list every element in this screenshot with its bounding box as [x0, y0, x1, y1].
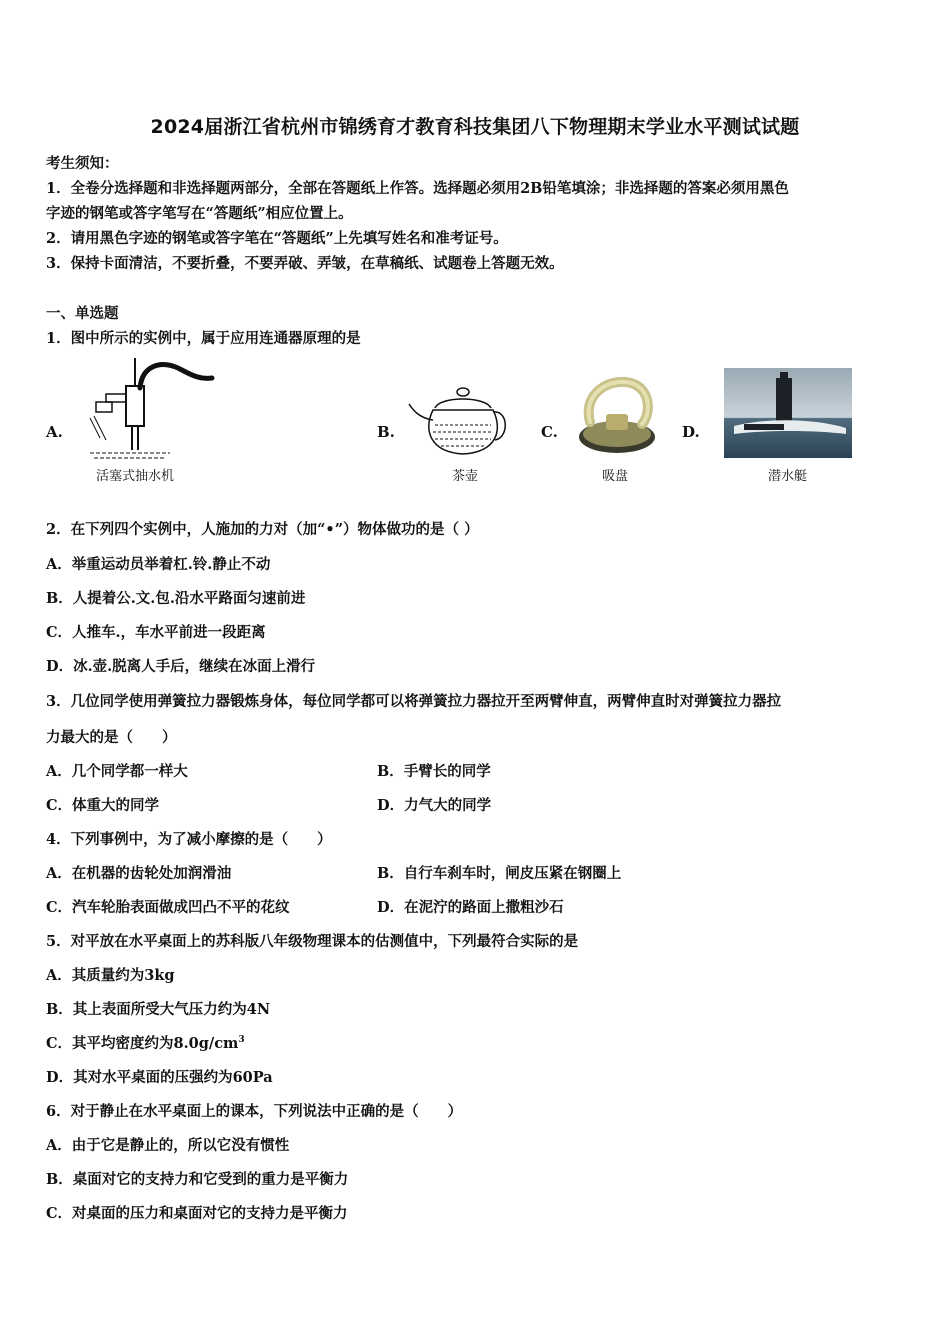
q4-option-a: A．在机器的齿轮处加润滑油 — [46, 865, 232, 882]
q2-option-d: D．冰.壶.脱离人手后，继续在冰面上滑行 — [46, 658, 316, 675]
notice-line-1: 1．全卷分选择题和非选择题两部分，全部在答题纸上作答。选择题必须用2B铅笔填涂；非选择题的答案必须用黑色 — [46, 180, 789, 197]
q1-option-b-label: B. — [377, 423, 395, 441]
q1-option-b-caption: 茶壶 — [451, 469, 478, 484]
suction-cup-illustration — [572, 372, 662, 462]
q2-option-c: C．人推车.，车水平前进一段距离 — [46, 624, 266, 641]
q5-stem: 5．对平放在水平桌面上的苏科版八年级物理课本的估测值中，下列最符合实际的是 — [46, 933, 579, 950]
submarine-illustration — [724, 368, 852, 458]
section-heading: 一、单选题 — [46, 305, 119, 322]
q5-option-a: A．其质量约为3kg — [46, 967, 175, 984]
q4-option-b: B．自行车刹车时，闸皮压紧在钢圈上 — [377, 865, 622, 882]
q5-option-b: B．其上表面所受大气压力约为4N — [46, 1001, 271, 1018]
q4-option-d: D．在泥泞的路面上撒粗沙石 — [377, 899, 564, 916]
q2-option-a: A．举重运动员举着杠.铃.静止不动 — [46, 556, 271, 573]
q3-option-a: A．几个同学都一样大 — [46, 763, 188, 780]
notice-heading: 考生须知： — [46, 155, 119, 172]
q6-option-a: A．由于它是静止的，所以它没有惯性 — [46, 1137, 290, 1154]
q1-option-c-caption: 吸盘 — [601, 469, 628, 484]
notice-line-2: 字迹的钢笔或答字笔写在“答题纸”相应位置上。 — [46, 205, 353, 222]
q3-stem-line-1: 3．几位同学使用弹簧拉力器锻炼身体，每位同学都可以将弹簧拉力器拉开至两臂伸直，两臂伸直时对弹簧拉力器拉 — [46, 693, 782, 710]
q6-option-c: C．对桌面的压力和桌面对它的支持力是平衡力 — [46, 1205, 348, 1222]
q1-option-a-label: A. — [46, 423, 63, 441]
q1-option-d-label: D. — [682, 423, 700, 441]
q3-stem-line-2: 力最大的是（ ） — [46, 729, 177, 746]
q3-option-d: D．力气大的同学 — [377, 797, 492, 814]
teapot-illustration — [405, 380, 515, 465]
q1-option-c-label: C. — [541, 423, 558, 441]
exam-title: 2024届浙江省杭州市锦绣育才教育科技集团八下物理期末学业水平测试试题 — [150, 116, 800, 138]
q2-stem: 2．在下列四个实例中，人施加的力对（加“•”）物体做功的是（ ） — [46, 521, 479, 538]
q5-option-d: D．其对水平桌面的压强约为60Pa — [46, 1069, 273, 1086]
notice-line-4: 3．保持卡面清洁，不要折叠，不要弄破、弄皱，在草稿纸、试题卷上答题无效。 — [46, 255, 564, 272]
q4-option-c: C．汽车轮胎表面做成凹凸不平的花纹 — [46, 899, 290, 916]
q2-option-b: B．人提着公.文.包.沿水平路面匀速前进 — [46, 590, 306, 607]
notice-line-3: 2．请用黑色字迹的钢笔或答字笔在“答题纸”上先填写姓名和准考证号。 — [46, 230, 508, 247]
q1-option-a-caption: 活塞式抽水机 — [95, 469, 174, 484]
q1-stem: 1．图中所示的实例中，属于应用连通器原理的是 — [46, 330, 361, 347]
q5-option-c-superscript: 3 — [238, 1035, 245, 1046]
q6-option-b: B．桌面对它的支持力和它受到的重力是平衡力 — [46, 1171, 349, 1188]
q3-option-b: B．手臂长的同学 — [377, 763, 491, 780]
q1-option-d-caption: 潜水艇 — [767, 469, 807, 484]
q5-option-c — [46, 1032, 245, 1053]
q6-stem: 6．对于静止在水平桌面上的课本，下列说法中正确的是（ ） — [46, 1103, 463, 1120]
q4-stem: 4．下列事例中，为了减小摩擦的是（ ） — [46, 831, 332, 848]
q5-option-c-text: C．其平均密度约为8.0g/cm — [46, 1035, 239, 1052]
q3-option-c: C．体重大的同学 — [46, 797, 160, 814]
pump-illustration — [70, 358, 220, 463]
